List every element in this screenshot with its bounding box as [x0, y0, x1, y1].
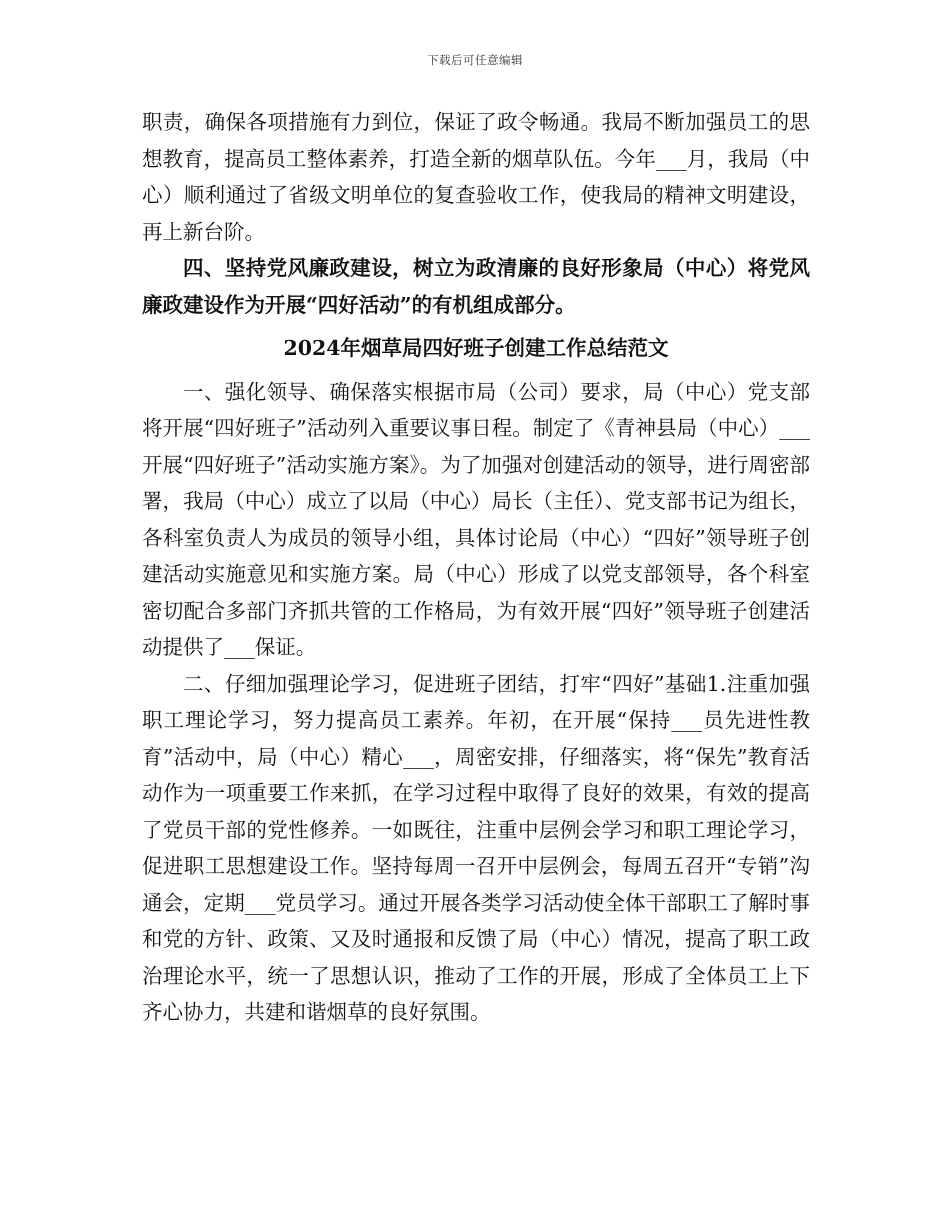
section-four-heading: 四、坚持党风廉政建设，树立为政清廉的良好形象局（中心）将党风廉政建设作为开展“四好活动”的有机组成部分。	[142, 256, 810, 317]
page-header-note: 下载后可任意编辑	[427, 53, 523, 67]
paragraph-two: 二、仔细加强理论学习，促进班子团结，打牢“四好”基础1.注重加强职工理论学习，努力提高员工素养。年初，在开展“保持___员先进性教育”活动中，局（中心）精心___，周密安排，仔细落实，将“保先”教育活动作为一项重要工作来抓，在学习过程中取得了良好的效果，有效的提高了党员干部的党性修养。一如既往，注重中层例会学习和职工理论学习，促进职工思想建设工作。坚持每周一召开中层例会，每周五召开“专销”沟通会，定期___党员学习。通过开展各类学习活动使全体干部职工了解时事和党的方针、政策、又及时通报和反馈了局（中心）情况，提高了职工政治理论水平，统一了思想认识，推动了工作的开展，形成了全体员工上下齐心协力，共建和谐烟草的良好氛围。	[142, 671, 810, 1024]
document-body	[142, 104, 810, 1031]
continuation-paragraph: 职责，确保各项措施有力到位，保证了政令畅通。我局不断加强员工的思想教育，提高员工整体素养，打造全新的烟草队伍。今年___月，我局（中心）顺利通过了省级文明单位的复查验收工作，使我局的精神文明建设，再上新台阶。	[142, 110, 810, 244]
paragraph-one: 一、强化领导、确保落实根据市局（公司）要求，局（中心）党支部将开展“四好班子”活动列入重要议事日程。制定了《青神县局（中心）___开展“四好班子”活动实施方案》。为了加强对创建活动的领导，进行周密部署，我局（中心）成立了以局（中心）局长（主任）、党支部书记为组长，各科室负责人为成员的领导小组，具体讨论局（中心）“四好”领导班子创建活动实施意见和实施方案。局（中心）形成了以党支部领导，各个科室密切配合多部门齐抓共管的工作格局，为有效开展“四好”领导班子创建活动提供了___保证。	[142, 379, 810, 659]
document-title: 2024年烟草局四好班子创建工作总结范文	[283, 336, 669, 360]
